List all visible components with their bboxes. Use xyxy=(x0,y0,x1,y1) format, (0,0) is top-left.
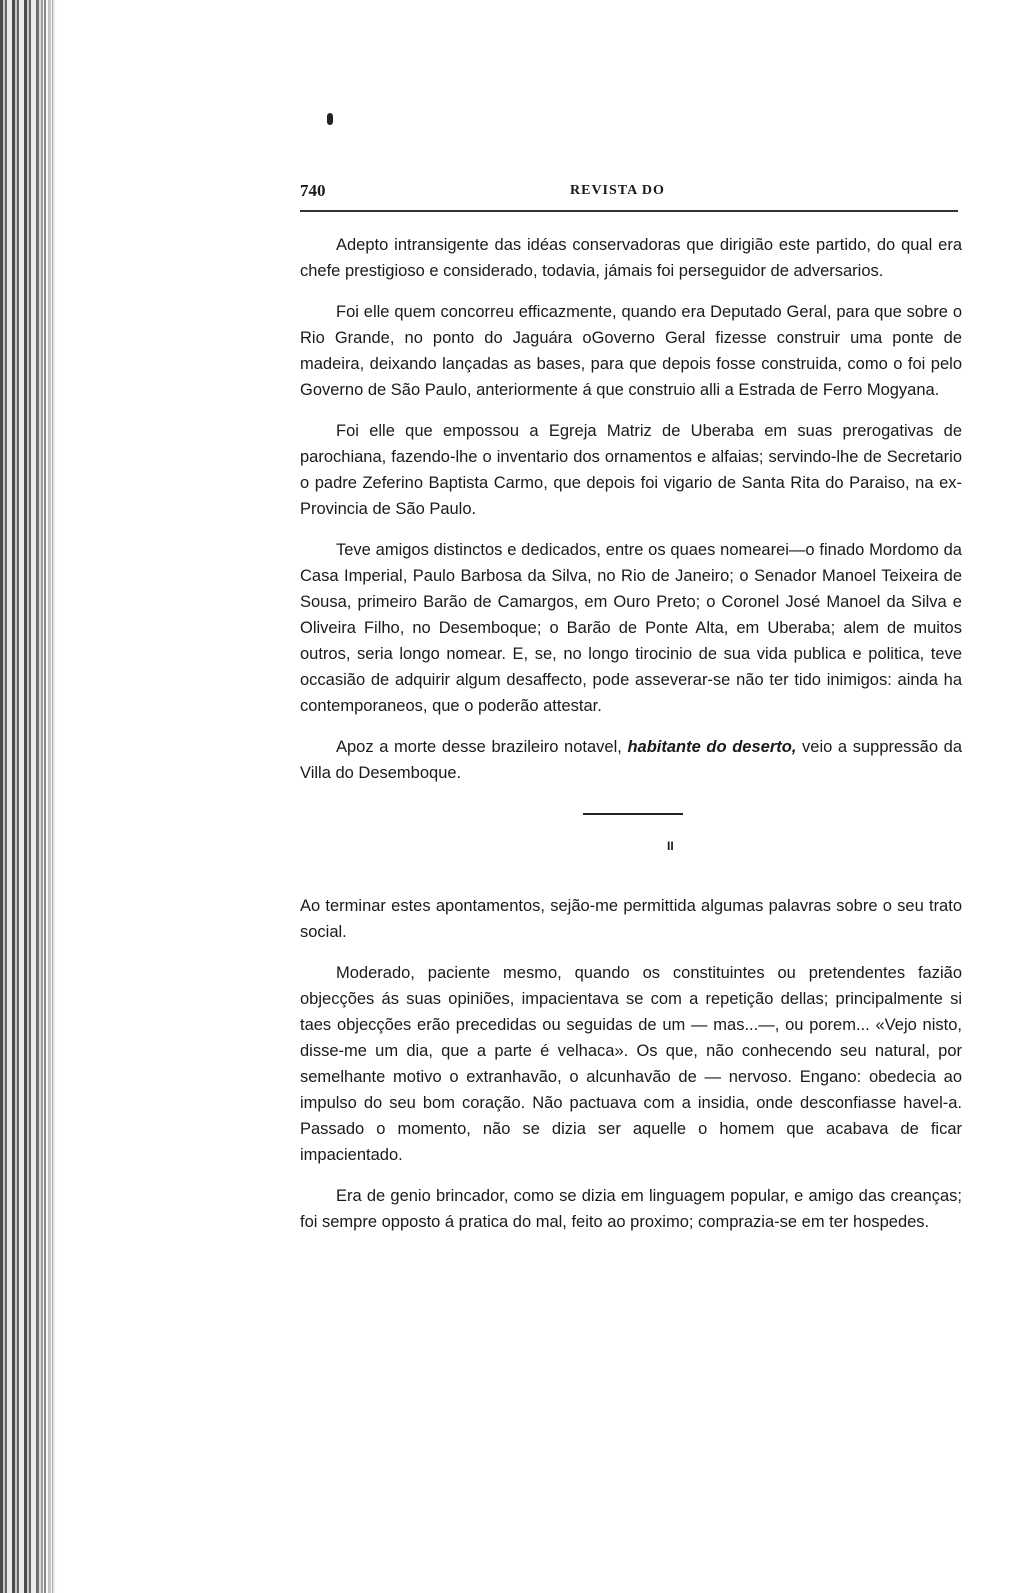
binding-line xyxy=(52,0,53,1593)
paragraph-text: veio a suppressão da Villa do Desemboque. xyxy=(300,738,962,782)
paragraph-text: Apoz a morte desse brazileiro notavel, xyxy=(336,738,628,756)
paragraph: Era de genio brincador, como se dizia em linguagem popular, e amigo das creanças; foi sempre opposto á pratica do mal, feito ao proximo; comprazia-se em ter hospedes. xyxy=(300,1187,962,1231)
section-separator xyxy=(300,801,962,893)
paragraph: Foi elle que empossou a Egreja Matriz de Uberaba em suas prerogativas de parochiana, fazendo-lhe o inventario dos ornamentos e alfaias; servindo-lhe de Secretario o padre Zeferino Baptista Carmo, que depois foi vigario de Santa Rita do Paraiso, na ex-Provincia de São Paulo. xyxy=(300,422,962,518)
running-head: REVISTA DO xyxy=(570,183,665,198)
body-text xyxy=(300,232,962,1250)
page-number: 740 xyxy=(300,181,326,200)
section-number: II xyxy=(667,839,674,853)
paragraph: Adepto intransigente das idéas conservadoras que dirigião este partido, do qual era chefe prestigioso e considerado, todavia, jámais foi perseguidor de adversarios. xyxy=(300,236,962,280)
paragraph xyxy=(300,734,962,786)
page-header xyxy=(300,181,960,211)
binding-line xyxy=(44,0,46,1593)
italic-phrase: habitante do deserto, xyxy=(627,738,797,756)
paragraph: Teve amigos distinctos e dedicados, entre os quaes nomearei—o finado Mordomo da Casa Imperial, Paulo Barbosa da Silva, no Rio de Janeiro; o Senador Manoel Teixeira de Sousa, primeiro Barão de Camargos, em Ouro Preto; o Coronel José Manoel da Silva e Oliveira Filho, no Desemboque; o Barão de Ponte Alta, em Uberaba; alem de muitos outros, seria longo nomear. E, se, no longo tirocinio de sua vida publica e politica, teve occasião de adquirir algum desaffecto, pode asseverar-se não ter tido inimigos: ainda ha contemporaneos, que o poderão attestar. xyxy=(300,541,962,715)
paragraph: Foi elle quem concorreu efficazmente, quando era Deputado Geral, para que sobre o Rio Grande, no ponto do Jaguára oGoverno Geral fizesse construir uma ponte de madeira, deixando lançadas as bases, para que depois fosse construida, como o foi pelo Governo de São Paulo, anteriormente á que construio alli a Estrada de Ferro Mogyana. xyxy=(300,303,962,399)
paragraph: Moderado, paciente mesmo, quando os constituintes ou pretendentes fazião objecções ás suas opiniões, impacientava se com a repetição dellas; principalmente si taes objecções erão precedidas ou seguidas de um — mas...—, ou porem... «Vejo nisto, disse-me um dia, que a parte é velhaca». Os que, não conhecendo seu natural, por semelhante motivo o extranhavão, o alcunhavão de — nervoso. Engano: obedecia ao impulso do seu bom coração. Não pactuava com a insidia, onde desconfiasse havel-a. Passado o momento, não se dizia ser aquelle o homem que acabava de ficar impacientado. xyxy=(300,964,962,1164)
paragraph: Ao terminar estes apontamentos, sejão-me permittida algumas palavras sobre o seu trato social. xyxy=(300,897,962,941)
ink-dot xyxy=(327,113,333,125)
header-rule xyxy=(300,210,958,212)
binding-edge xyxy=(0,0,58,1593)
separator-rule xyxy=(583,813,683,815)
